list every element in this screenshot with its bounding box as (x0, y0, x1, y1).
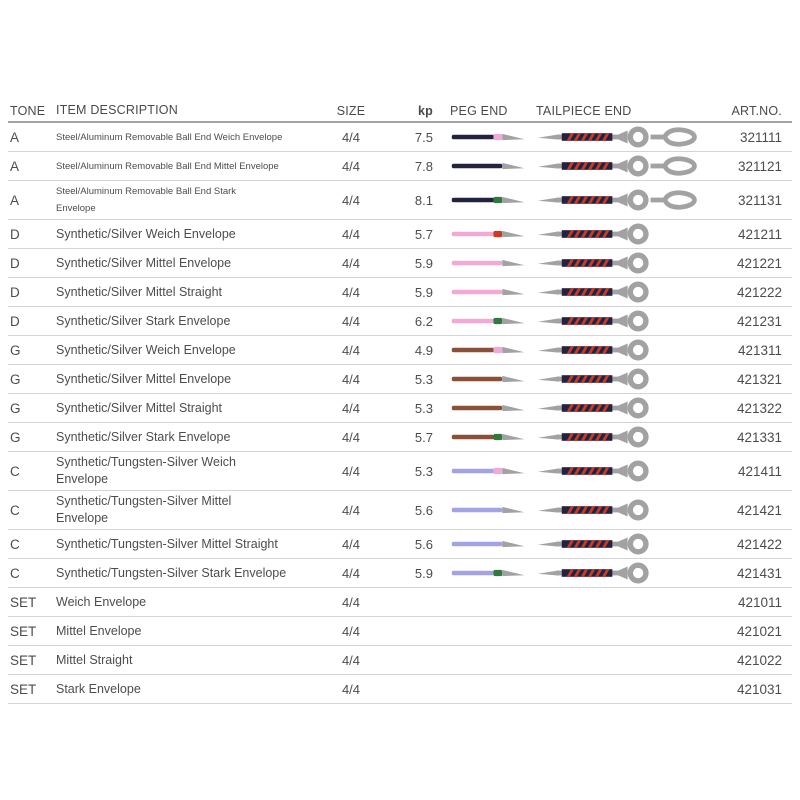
item-description-cell (56, 650, 328, 671)
art-no-cell: 421431 (736, 565, 782, 581)
peg-end-string-icon (450, 463, 528, 479)
peg-taper-tip (502, 468, 524, 474)
tailpiece-end-cell (528, 188, 704, 212)
size-cell: 4/4 (341, 565, 361, 581)
table-row (8, 336, 792, 365)
tailpiece-end-string-icon (536, 154, 704, 178)
peg-end-cell (436, 400, 528, 416)
peg-taper-tip (502, 434, 524, 440)
tailpiece-end-cell (528, 309, 704, 333)
tailpiece-end-string-icon (536, 498, 704, 522)
art-no-cell: 421311 (737, 342, 782, 358)
ball-end-ring (630, 226, 646, 242)
art-no-cell: 421331 (736, 429, 782, 445)
size-cell: 4/4 (341, 342, 361, 358)
item-description-line2: Envelope (56, 511, 109, 525)
item-description-cell (56, 534, 328, 555)
ball-end-ring (630, 158, 646, 174)
ball-end-ring (630, 400, 646, 416)
item-description-cell (56, 253, 328, 274)
peg-end-string-icon (450, 192, 528, 208)
item-description-line: Mittel Envelope (56, 623, 142, 638)
item-description-line: Synthetic/Tungsten-Silver Weich (56, 455, 236, 469)
peg-end-cell (436, 226, 528, 242)
kp-cell: 5.9 (414, 255, 433, 271)
art-no-cell: 421411 (737, 463, 782, 479)
tone-cell: A (10, 192, 20, 208)
ball-end-ring (630, 342, 646, 358)
peg-end-string-icon (450, 502, 528, 518)
item-description-line: Mittel Straight (56, 652, 133, 667)
tailpiece-end-string-icon (536, 367, 704, 391)
size-cell: 4/4 (341, 502, 361, 518)
header-size: SIZE (336, 103, 366, 118)
item-description-line: Synthetic/Silver Weich Envelope (56, 226, 236, 241)
size-cell: 4/4 (341, 463, 361, 479)
size-cell: 4/4 (341, 129, 361, 145)
removable-loop-end (665, 159, 695, 173)
art-no-cell: 321121 (737, 158, 782, 174)
table-body (8, 123, 792, 704)
tailpiece-end-cell (528, 125, 704, 149)
item-description-line: Synthetic/Silver Stark Envelope (56, 313, 231, 328)
string-spec-table (8, 100, 792, 704)
art-no-cell: 421322 (736, 400, 782, 416)
tailpiece-end-cell (528, 280, 704, 304)
peg-taper-tip (502, 134, 524, 140)
ball-end-ring (630, 192, 646, 208)
tone-cell: D (10, 226, 20, 242)
tone-cell: G (10, 342, 21, 358)
item-description-line: Steel/Aluminum Removable Ball End Weich Envelope (56, 131, 283, 143)
tailpiece-end-string-icon (536, 338, 704, 362)
kp-cell: 5.3 (414, 371, 433, 387)
tailpiece-end-string-icon (536, 125, 704, 149)
kp-cell: 5.6 (414, 536, 433, 552)
item-description-cell (56, 369, 328, 390)
item-description-line: Synthetic/Tungsten-Silver Mittel (56, 494, 232, 508)
table-row (8, 152, 792, 181)
table-row (8, 675, 792, 704)
tone-cell: D (10, 313, 20, 329)
table-row (8, 423, 792, 452)
header-art-no: ART.NO. (731, 103, 782, 118)
kp-cell: 5.3 (414, 463, 433, 479)
tone-cell: C (10, 565, 20, 581)
peg-taper-tip (502, 507, 524, 513)
art-no-cell: 421422 (736, 536, 782, 552)
art-no-cell: 421222 (736, 284, 782, 300)
peg-taper-tip (502, 260, 524, 266)
ball-end-ring (630, 565, 646, 581)
removable-loop-end (665, 193, 695, 207)
art-no-cell: 421221 (736, 255, 782, 271)
tone-cell: A (10, 158, 20, 174)
tailpiece-end-string-icon (536, 309, 704, 333)
kp-cell: 7.8 (414, 158, 433, 174)
tone-cell: SET (10, 681, 37, 697)
table-row (8, 491, 792, 530)
tailpiece-end-string-icon (536, 459, 704, 483)
tone-cell: SET (10, 652, 37, 668)
peg-end-cell (436, 284, 528, 300)
tailpiece-end-string-icon (536, 280, 704, 304)
peg-taper-tip (502, 318, 524, 324)
art-no-cell: 421211 (737, 226, 782, 242)
size-cell: 4/4 (341, 681, 361, 697)
art-no-cell: 421022 (736, 652, 782, 668)
table-row (8, 617, 792, 646)
header-kp: kp (418, 103, 433, 118)
peg-end-cell (436, 536, 528, 552)
ball-end-ring (630, 429, 646, 445)
item-description-line: Synthetic/Silver Mittel Envelope (56, 371, 232, 386)
peg-end-string-icon (450, 429, 528, 445)
item-description-cell (56, 398, 328, 419)
size-cell: 4/4 (341, 192, 361, 208)
size-cell: 4/4 (341, 652, 361, 668)
peg-end-cell (436, 565, 528, 581)
peg-end-string-icon (450, 536, 528, 552)
item-description-cell (56, 679, 328, 700)
item-description-line2: Envelope (56, 472, 109, 486)
tailpiece-end-cell (528, 338, 704, 362)
ball-end-ring (630, 313, 646, 329)
tone-cell: C (10, 536, 20, 552)
peg-taper-tip (502, 231, 524, 237)
kp-cell: 6.2 (414, 313, 433, 329)
size-cell: 4/4 (341, 284, 361, 300)
table-row (8, 307, 792, 336)
item-description-line: Synthetic/Silver Weich Envelope (56, 342, 236, 357)
tailpiece-end-cell (528, 498, 704, 522)
size-cell: 4/4 (341, 400, 361, 416)
size-cell: 4/4 (341, 255, 361, 271)
item-description-line: Synthetic/Tungsten-Silver Stark Envelope (56, 565, 287, 580)
peg-end-cell (436, 158, 528, 174)
table-row (8, 559, 792, 588)
tailpiece-end-string-icon (536, 251, 704, 275)
peg-end-cell (436, 502, 528, 518)
item-description-cell (56, 592, 328, 613)
size-cell: 4/4 (341, 158, 361, 174)
kp-cell: 5.7 (414, 226, 433, 242)
peg-end-string-icon (450, 371, 528, 387)
tone-cell: SET (10, 623, 37, 639)
table-row (8, 530, 792, 559)
peg-taper-tip (502, 163, 524, 169)
tailpiece-end-string-icon (536, 532, 704, 556)
size-cell: 4/4 (341, 371, 361, 387)
peg-end-cell (436, 255, 528, 271)
kp-cell: 5.3 (414, 400, 433, 416)
tailpiece-end-cell (528, 222, 704, 246)
peg-end-string-icon (450, 226, 528, 242)
ball-end-ring (630, 255, 646, 271)
header-item-description: ITEM DESCRIPTION (56, 103, 178, 117)
table-row (8, 249, 792, 278)
table-row (8, 365, 792, 394)
table-row (8, 394, 792, 423)
item-description-line: Synthetic/Silver Mittel Envelope (56, 255, 232, 270)
art-no-cell: 421031 (736, 681, 782, 697)
item-description-line: Steel/Aluminum Removable Ball End Stark (56, 186, 237, 197)
ball-end-ring (630, 129, 646, 145)
tailpiece-end-string-icon (536, 222, 704, 246)
size-cell: 4/4 (341, 429, 361, 445)
peg-end-cell (436, 342, 528, 358)
table-row (8, 646, 792, 675)
art-no-cell: 421011 (737, 594, 782, 610)
peg-taper-tip (502, 289, 524, 295)
tone-cell: SET (10, 594, 37, 610)
tailpiece-end-cell (528, 561, 704, 585)
header-tone: TONE (10, 103, 46, 118)
item-description-cell (56, 340, 328, 361)
peg-end-string-icon (450, 129, 528, 145)
size-cell: 4/4 (341, 226, 361, 242)
peg-end-cell (436, 463, 528, 479)
size-cell: 4/4 (341, 313, 361, 329)
item-description-line: Steel/Aluminum Removable Ball End Mittel Envelope (56, 160, 279, 172)
art-no-cell: 321131 (737, 192, 782, 208)
item-description-cell (56, 452, 328, 490)
removable-loop-end (665, 130, 695, 144)
size-cell: 4/4 (341, 623, 361, 639)
peg-end-cell (436, 129, 528, 145)
art-no-cell: 421231 (736, 313, 782, 329)
tone-cell: D (10, 255, 20, 271)
kp-cell: 5.9 (414, 565, 433, 581)
art-no-cell: 421321 (736, 371, 782, 387)
peg-taper-tip (502, 570, 524, 576)
peg-end-string-icon (450, 400, 528, 416)
tone-cell: A (10, 129, 20, 145)
tone-cell: C (10, 463, 20, 479)
ball-end-ring (630, 536, 646, 552)
item-description-cell (56, 224, 328, 245)
tailpiece-end-cell (528, 396, 704, 420)
peg-end-string-icon (450, 158, 528, 174)
item-description-line: Synthetic/Silver Mittel Straight (56, 284, 223, 299)
table-row (8, 278, 792, 307)
peg-end-string-icon (450, 342, 528, 358)
table-row (8, 181, 792, 220)
peg-end-string-icon (450, 284, 528, 300)
peg-end-string-icon (450, 255, 528, 271)
peg-end-string-icon (450, 313, 528, 329)
peg-taper-tip (502, 405, 524, 411)
item-description-line2: Envelope (56, 203, 96, 214)
kp-cell: 5.7 (414, 429, 433, 445)
table-row (8, 123, 792, 152)
tone-cell: G (10, 429, 21, 445)
table-header-row (8, 100, 792, 123)
art-no-cell: 421421 (736, 502, 782, 518)
tailpiece-end-cell (528, 251, 704, 275)
ball-end-ring (630, 463, 646, 479)
size-cell: 4/4 (341, 594, 361, 610)
item-description-cell (56, 563, 328, 584)
peg-end-cell (436, 192, 528, 208)
tailpiece-end-cell (528, 367, 704, 391)
ball-end-ring (630, 502, 646, 518)
size-cell: 4/4 (341, 536, 361, 552)
tone-cell: D (10, 284, 20, 300)
peg-taper-tip (502, 376, 524, 382)
item-description-cell (56, 311, 328, 332)
item-description-line: Synthetic/Tungsten-Silver Mittel Straight (56, 536, 278, 551)
ball-end-ring (630, 284, 646, 300)
kp-cell: 5.6 (414, 502, 433, 518)
kp-cell: 8.1 (414, 192, 433, 208)
tone-cell: G (10, 400, 21, 416)
item-description-cell (56, 156, 328, 177)
tailpiece-end-string-icon (536, 396, 704, 420)
art-no-cell: 321111 (739, 129, 782, 145)
tone-cell: G (10, 371, 21, 387)
item-description-cell (56, 127, 328, 148)
table-row (8, 220, 792, 249)
item-description-cell (56, 621, 328, 642)
item-description-line: Stark Envelope (56, 681, 141, 696)
kp-cell: 7.5 (414, 129, 433, 145)
table-row (8, 452, 792, 491)
peg-end-cell (436, 313, 528, 329)
item-description-cell (56, 427, 328, 448)
tailpiece-end-cell (528, 154, 704, 178)
item-description-line: Weich Envelope (56, 594, 147, 609)
tailpiece-end-string-icon (536, 425, 704, 449)
item-description-cell (56, 181, 328, 219)
table-row (8, 588, 792, 617)
tone-cell: C (10, 502, 20, 518)
header-peg-end: PEG END (450, 103, 508, 118)
item-description-line: Synthetic/Silver Mittel Straight (56, 400, 223, 415)
kp-cell: 4.9 (414, 342, 433, 358)
peg-taper-tip (502, 347, 524, 353)
item-description-line: Synthetic/Silver Stark Envelope (56, 429, 231, 444)
header-tailpiece-end: TAILPIECE END (536, 103, 632, 118)
peg-end-cell (436, 371, 528, 387)
peg-end-string-icon (450, 565, 528, 581)
peg-end-cell (436, 429, 528, 445)
tailpiece-end-string-icon (536, 188, 704, 212)
kp-cell: 5.9 (414, 284, 433, 300)
tailpiece-end-cell (528, 532, 704, 556)
tailpiece-end-string-icon (536, 561, 704, 585)
tailpiece-end-cell (528, 425, 704, 449)
item-description-cell (56, 491, 328, 529)
tailpiece-end-cell (528, 459, 704, 483)
peg-taper-tip (502, 541, 524, 547)
item-description-cell (56, 282, 328, 303)
art-no-cell: 421021 (736, 623, 782, 639)
peg-taper-tip (502, 197, 524, 203)
ball-end-ring (630, 371, 646, 387)
